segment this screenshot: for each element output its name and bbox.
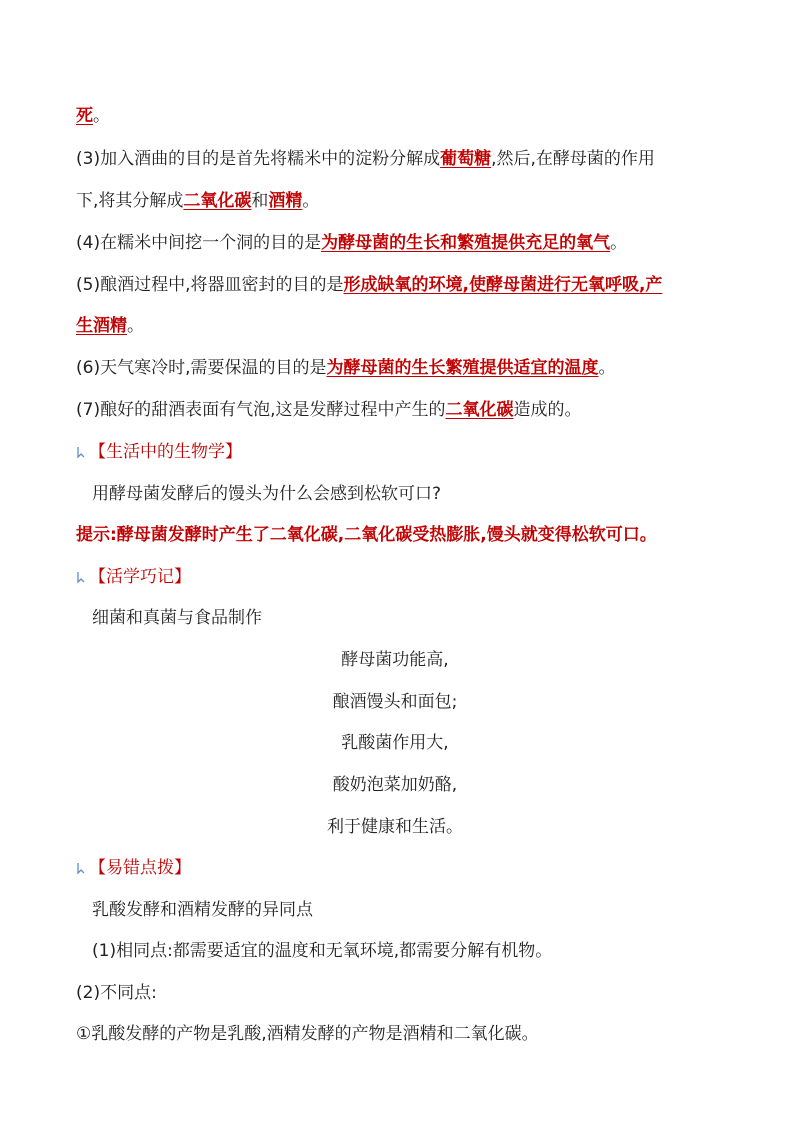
q4-line bbox=[76, 231, 726, 255]
poem-line: 酿酒馒头和面包; bbox=[332, 692, 458, 712]
section3-subtitle: 乳酸发酵和酒精发酵的异同点 bbox=[92, 900, 313, 920]
text: 和 bbox=[251, 191, 269, 211]
bookmark-icon bbox=[76, 570, 86, 584]
poem-line: 酵母菌功能高, bbox=[341, 650, 449, 670]
bookmark-icon bbox=[76, 445, 86, 459]
answer-text: 生酒精 bbox=[76, 316, 127, 336]
answer-text: 死 bbox=[76, 106, 93, 126]
text: (3)加入酒曲的目的是首先将糯米中的淀粉分解成 bbox=[76, 149, 441, 169]
q5-line-2 bbox=[76, 314, 726, 338]
text: 。 bbox=[610, 233, 628, 253]
section-title: 【活学巧记】 bbox=[89, 567, 191, 587]
section-title: 【易错点拨】 bbox=[89, 858, 191, 878]
text: 造成的。 bbox=[513, 400, 582, 420]
q7-line bbox=[76, 398, 726, 422]
text: 。 bbox=[127, 316, 144, 336]
answer-text: 形成缺氧的环境,使酵母菌进行无氧呼吸,产 bbox=[343, 275, 663, 295]
q2-end-line bbox=[76, 104, 726, 128]
answer-text: 二氧化碳 bbox=[183, 191, 252, 211]
text: 。 bbox=[93, 106, 110, 126]
q5-line-1 bbox=[76, 273, 726, 297]
answer-text: 为酵母菌的生长和繁殖提供充足的氧气 bbox=[321, 233, 611, 253]
section1-hint: 提示:酵母菌发酵时产生了二氧化碳,二氧化碳受热膨胀,馒头就变得松软可口。 bbox=[76, 525, 657, 545]
poem-line: 利于健康和生活。 bbox=[327, 817, 463, 837]
q3-line-1 bbox=[76, 147, 726, 171]
text: (4)在糯米中间挖一个洞的目的是 bbox=[76, 233, 322, 253]
text: (7)酿好的甜酒表面有气泡,这是发酵过程中产生的 bbox=[76, 400, 446, 420]
section-heading-common-errors bbox=[76, 856, 191, 880]
section-heading-life-biology bbox=[76, 440, 242, 464]
q6-line bbox=[76, 356, 726, 380]
answer-text: 酒精 bbox=[268, 191, 303, 211]
text: 。 bbox=[598, 358, 616, 378]
section-heading-memorize bbox=[76, 565, 191, 589]
section-title: 【生活中的生物学】 bbox=[89, 442, 242, 462]
section3-same: (1)相同点:都需要适宜的温度和无氧环境,都需要分解有机物。 bbox=[92, 941, 553, 961]
text: ,然后,在酵母菌的作用 bbox=[491, 149, 655, 169]
section3-diff-label: (2)不同点: bbox=[76, 983, 157, 1003]
section1-question: 用酵母菌发酵后的馒头为什么会感到松软可口? bbox=[92, 484, 442, 504]
answer-text: 为酵母菌的生长繁殖提供适宜的温度 bbox=[326, 358, 599, 378]
section3-diff1: ①乳酸发酵的产物是乳酸,酒精发酵的产物是酒精和二氧化碳。 bbox=[76, 1024, 539, 1044]
poem-line: 乳酸菌作用大, bbox=[341, 733, 449, 753]
answer-text: 二氧化碳 bbox=[445, 400, 514, 420]
answer-text: 葡萄糖 bbox=[440, 149, 492, 169]
text: 下,将其分解成 bbox=[76, 191, 184, 211]
bookmark-icon bbox=[76, 861, 86, 875]
poem-line: 酸奶泡菜加奶酪, bbox=[332, 775, 458, 795]
text: (6)天气寒冷时,需要保温的目的是 bbox=[76, 358, 327, 378]
text: (5)酿酒过程中,将器皿密封的目的是 bbox=[76, 275, 344, 295]
q3-line-2 bbox=[76, 189, 726, 213]
text: 。 bbox=[302, 191, 320, 211]
section2-subtitle: 细菌和真菌与食品制作 bbox=[92, 608, 262, 628]
